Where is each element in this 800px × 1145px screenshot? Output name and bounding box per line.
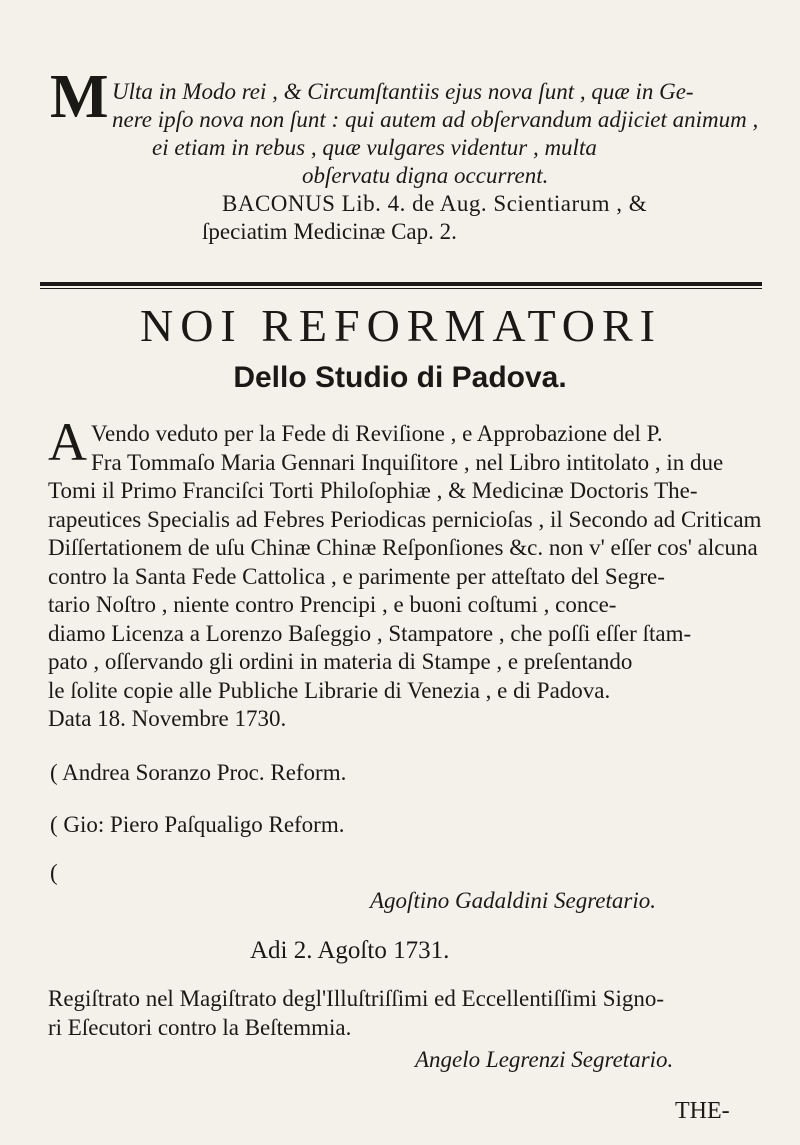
license-line: Tomi il Primo Franciſci Torti Philoſophiæ , & Medicinæ Doctoris The- (48, 478, 698, 503)
license-line: Vendo veduto per la Fede di Reviſione , e Approbazione del P. (91, 421, 663, 446)
epigraph-source: BACONUS Lib. 4. de Aug. Scientiarum , & (222, 191, 648, 216)
epigraph-line: ei etiam in rebus , quæ vulgares videntur , multa (152, 135, 597, 160)
secretary-gadaldini: Agoſtino Gadaldini Segretario. (370, 888, 656, 913)
epigraph-source-cont: ſpeciatim Medicinæ Cap. 2. (202, 219, 457, 244)
license-line: diamo Licenza a Lorenzo Baſeggio , Stampatore , che poſſi eſſer ſtam- (48, 620, 692, 646)
initial-letter: A (48, 412, 87, 472)
license-line: le ſolite copie alle Publiche Librarie di Venezia , e di Padova. (48, 677, 611, 703)
license-line: Fra Tommaſo Maria Gennari Inquiſitore , nel Libro intitolato , in due (91, 449, 724, 475)
secretary-legrenzi: Angelo Legrenzi Segretario. (415, 1047, 674, 1072)
license-line: pato , oſſervando gli ordini in materia di Stampe , e preſentando (48, 649, 633, 674)
license-line: rapeutices Specialis ad Febres Periodicas pernicioſas , il Secondo ad Criticam (48, 506, 762, 532)
license-line: contro la Santa Fede Cattolica , e parimente per atteſtato del Segre- (48, 563, 665, 589)
divider-rule-thin (40, 288, 762, 289)
epigraph-line: obſervatu digna occurrent. (302, 163, 549, 188)
signature-soranzo: ( Andrea Soranzo Proc. Reform. (50, 760, 347, 785)
epigraph (50, 63, 759, 246)
license-line: tario Noſtro , niente contro Prencipi , e buoni coſtumi , conce- (48, 592, 617, 617)
drop-cap: M (50, 63, 109, 131)
license-line: Diſſertationem de uſu Chinæ Chinæ Reſponſiones &c. non v' eſſer cos' alcuna (48, 535, 758, 560)
epigraph-line: Ulta in Modo rei , & Circumſtantiis ejus nova ſunt , quæ in Ge- (112, 79, 694, 104)
signature-blank: ( (50, 860, 58, 885)
registration-line: ri Eſecutori contro la Beſtemmia. (48, 1014, 352, 1040)
epigraph-line: nere ipſo nova non ſunt : qui autem ad obſervandum adjiciet animum , (112, 107, 759, 132)
registration-line: Regiſtrato nel Magiſtrato degl'Illuſtriſſimi ed Eccellentiſſimi Signo- (48, 986, 665, 1011)
license-date: Data 18. Novembre 1730. (48, 706, 287, 731)
registration-text (48, 985, 758, 1042)
divider-rule-thick (40, 282, 762, 286)
page-subtitle: Dello Studio di Padova. (233, 361, 567, 394)
catchword: THE- (675, 1098, 730, 1124)
license-text (48, 412, 762, 734)
page-title: NOI REFORMATORI (139, 300, 663, 351)
signature-pasqualigo: ( Gio: Piero Paſqualigo Reform. (50, 812, 345, 837)
registration-date: Adi 2. Agoſto 1731. (250, 937, 450, 964)
